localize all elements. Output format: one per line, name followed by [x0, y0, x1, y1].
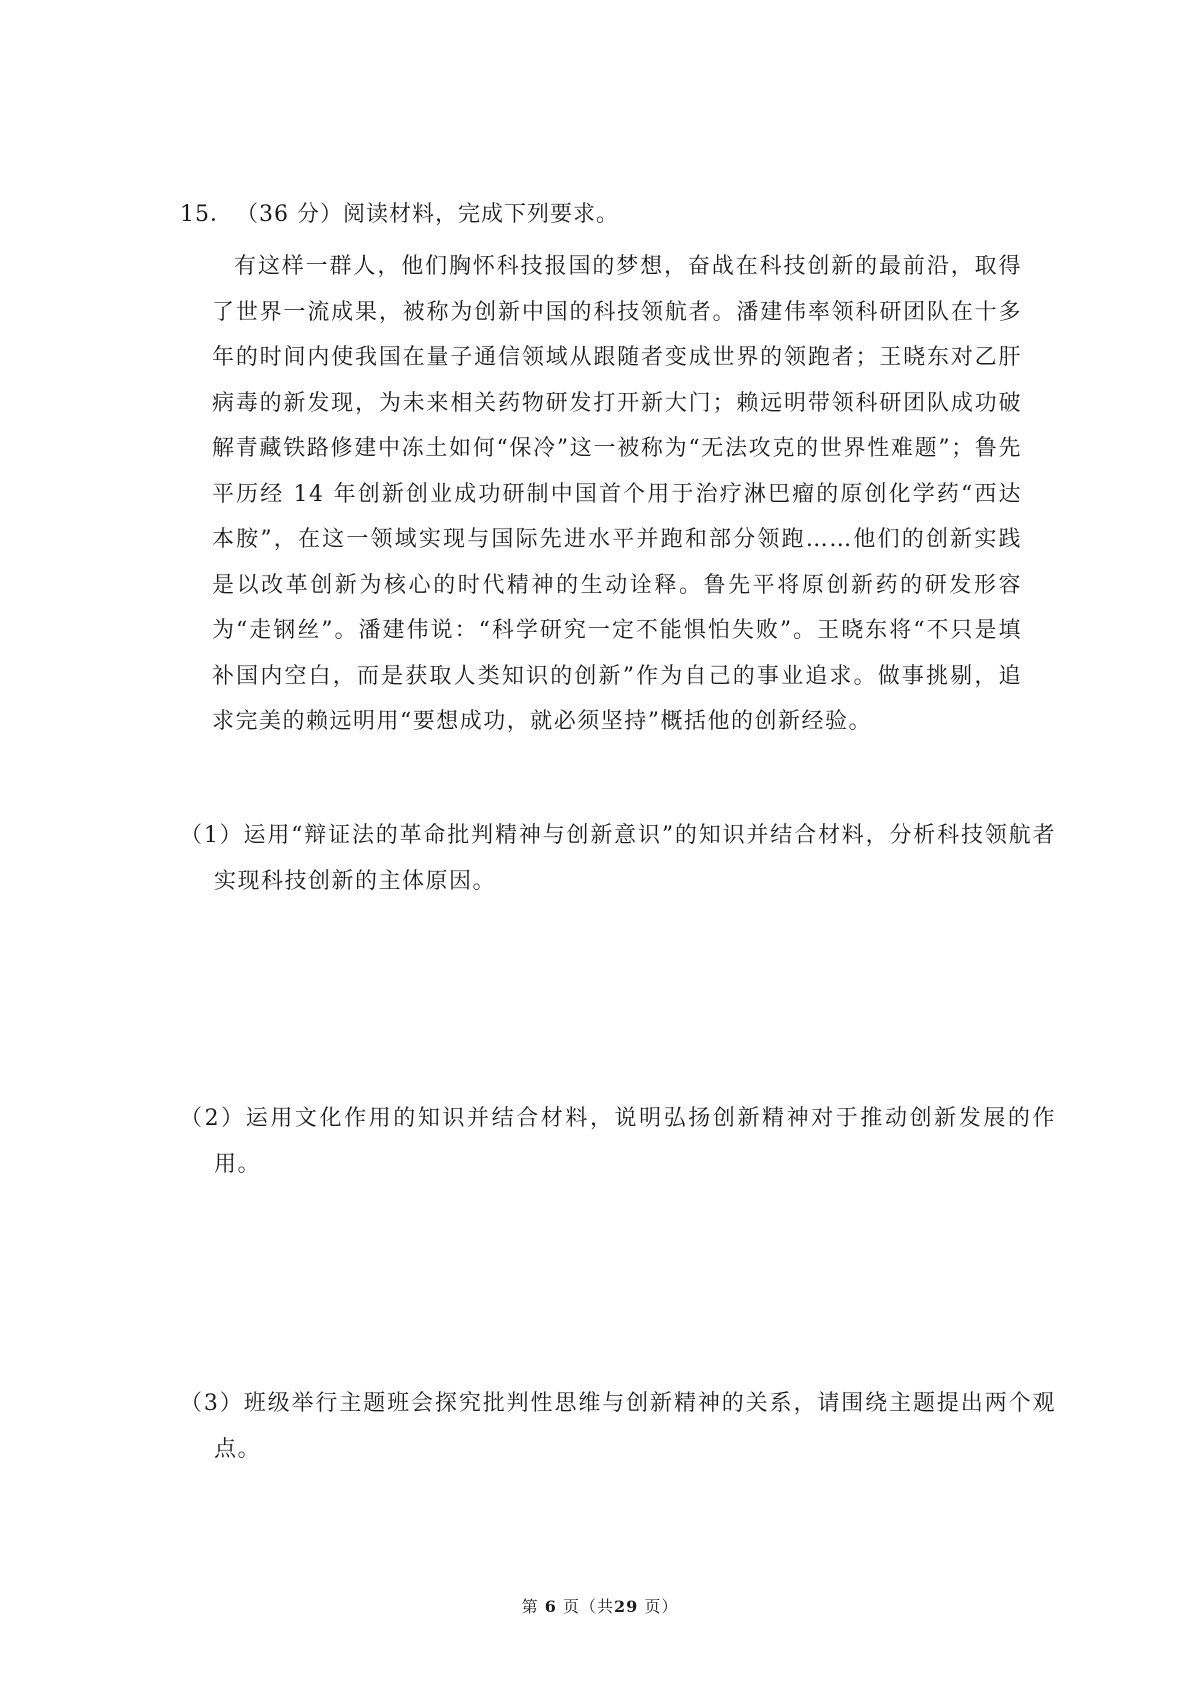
footer-page-number: 6 — [544, 1597, 557, 1616]
page-footer — [0, 1596, 1200, 1618]
sub-question-2: （2）运用文化作用的知识并结合材料，说明弘扬创新精神对于推动创新发展的作用。 — [180, 1106, 1056, 1177]
question-number: 15． — [180, 202, 233, 227]
footer-suffix: 页） — [644, 1597, 679, 1616]
footer-total-pages: 29 — [613, 1597, 639, 1616]
footer-prefix: 第 — [521, 1597, 539, 1616]
sub-question-3: （3）班级举行主题班会探究批判性思维与创新精神的关系，请围绕主题提出两个观点。 — [180, 1391, 1056, 1462]
question-material: 有这样一群人，他们胸怀科技报国的梦想，奋战在科技创新的最前沿，取得了世界一流成果，被称为创新中国的科技领航者。潘建伟率领科研团队在十多年的时间内使我国在量子通信领域从跟随者变成世界的领跑者；王晓东对乙肝病毒的新发现，为未来相关药物研发打开新大门；赖远明带领科研团队成功破解青藏铁路修建中冻土如何“保冷”这一被称为“无法攻克的世界性难题”；鲁先平历经 14 年创新创业成功研制中国首个用于治疗淋巴瘤的原创化学药“西达本胺”，在这一领域实现与国际先进水平并跑和部分领跑……他们的创新实践是以改革创新为核心的时代精神的生动诠释。鲁先平将原创新药的研发形容为“走钢丝”。潘建伟说：“科学研究一定不能惧怕失败”。王晓东将“不只是填补国内空白，而是获取人类知识的创新”作为自己的事业追求。做事挑剔，追求完美的赖远明用“要想成功，就必须坚持”概括他的创新经验。 — [212, 254, 1022, 734]
footer-middle: 页（共 — [562, 1597, 614, 1616]
question-header — [180, 200, 619, 230]
question-prompt: （36 分）阅读材料，完成下列要求。 — [247, 202, 619, 227]
sub-question-1: （1）运用“辩证法的革命批判精神与创新意识”的知识并结合材料，分析科技领航者实现科技创新的主体原因。 — [180, 823, 1056, 894]
